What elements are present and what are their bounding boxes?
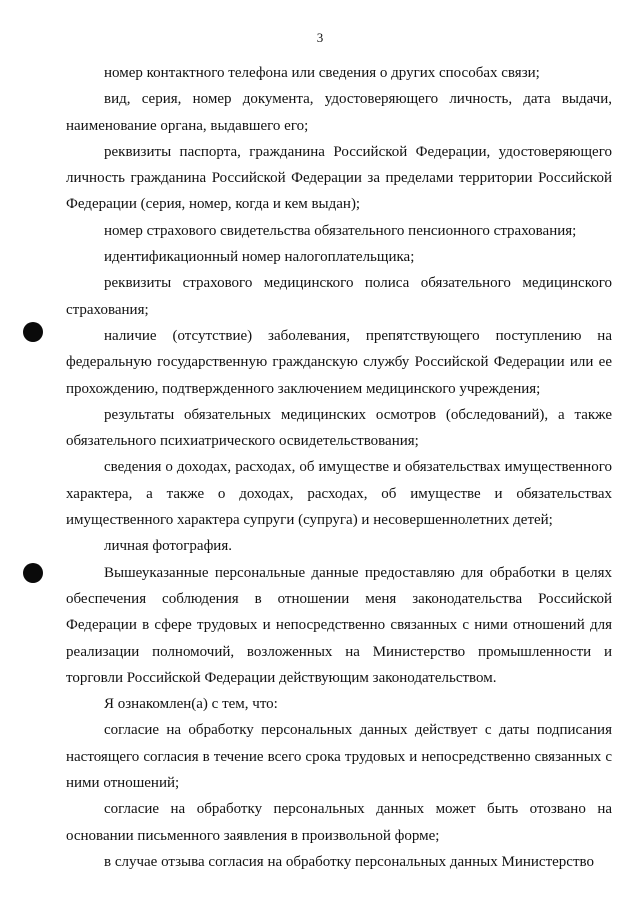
- paragraph: идентификационный номер налогоплательщика;: [104, 249, 415, 266]
- paragraph: реквизиты страхового медицинского полиса обязательного медицинского страхования;: [66, 275, 612, 318]
- punch-hole-bottom: [23, 563, 43, 583]
- paragraph: номер контактного телефона или сведения о других способах связи;: [104, 65, 540, 81]
- page-number: 3: [316, 30, 324, 45]
- paragraph: согласие на обработку персональных данных действует с даты подписания настоящего согласия в течение всего срока трудовых и непосредственно связанных с ними отношений;: [66, 722, 612, 792]
- paragraph: личная фотография.: [104, 538, 232, 555]
- paragraph: результаты обязательных медицинских осмотров (обследований), а также обязательного психиатрического освидетельствования;: [66, 406, 612, 450]
- paragraph: Вышеуказанные персональные данные предоставляю для обработки в целях обеспечения соблюдения в отношении меня законодательства Российской Федерации в сфере трудовых и непосредственно связанных с ними отношений для реализации полномочий, возложенных на Министерство промышленности и торговли Российской Федерации действующим законодательством.: [66, 564, 612, 686]
- paragraph: реквизиты паспорта, гражданина Российской Федерации, удостоверяющего личность гражданина Российской Федерации за пределами территории Российской Федерации (серия, номер, когда и кем выдан);: [66, 143, 612, 213]
- paragraph: сведения о доходах, расходах, об имуществе и обязательствах имущественного характера, а также о доходах, расходах, об имуществе и обязательствах имущественного характера супруги (супруга) и несовершеннолетних детей;: [66, 459, 612, 529]
- paragraph: Я ознакомлен(а) с тем, что:: [104, 696, 278, 713]
- punch-hole-top: [23, 322, 43, 342]
- paragraph: вид, серия, номер документа, удостоверяющего личность, дата выдачи, наименование органа, выдавшего его;: [66, 91, 612, 134]
- paragraph: в случае отзыва согласия на обработку персональных данных Министерство: [104, 853, 594, 870]
- document-body: [66, 60, 612, 875]
- paragraph: согласие на обработку персональных данных может быть отозвано на основании письменного заявления в произвольной форме;: [66, 801, 612, 844]
- paragraph: наличие (отсутствие) заболевания, препятствующего поступлению на федеральную государственную гражданскую службу Российской Федерации или ее прохождению, подтвержденного заключением медицинского учреждения;: [66, 327, 612, 397]
- paragraph: номер страхового свидетельства обязательного пенсионного страхования;: [104, 222, 577, 239]
